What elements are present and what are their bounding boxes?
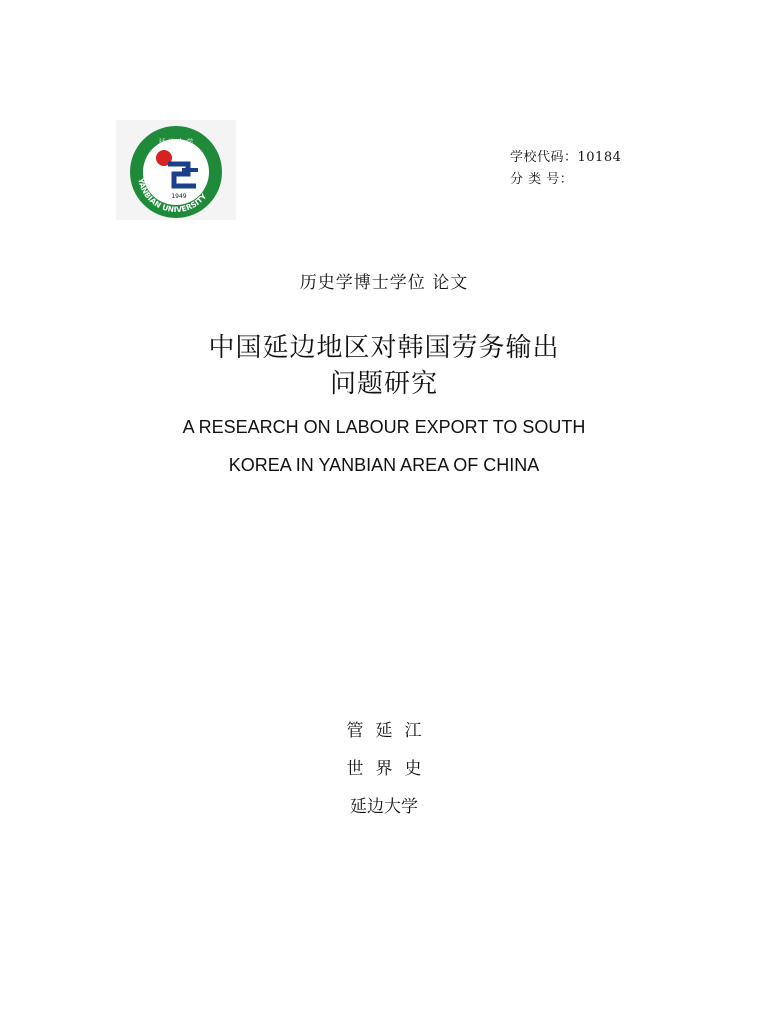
university-emblem-icon <box>126 124 226 220</box>
author-name: 管延江 <box>346 721 434 741</box>
title-en-line-1: A RESEARCH ON LABOUR EXPORT TO SOUTH <box>182 417 586 437</box>
thesis-title-english <box>0 408 768 484</box>
thesis-title-chinese <box>0 330 768 402</box>
author-block <box>0 712 768 826</box>
title-cn-line-1: 中国延边地区对韩国劳务输出 <box>208 333 560 363</box>
major: 世界史 <box>346 759 434 779</box>
logo-year: 1949 <box>171 193 187 200</box>
degree-line: 历史学博士学位 论文 <box>299 273 469 293</box>
title-en-line-2: KOREA IN YANBIAN AREA OF CHINA <box>228 455 540 475</box>
school-code-row <box>510 147 621 169</box>
school-info <box>510 147 621 191</box>
classification-row <box>510 169 621 191</box>
university-name: 延边大学 <box>350 797 418 817</box>
university-logo <box>116 120 236 220</box>
school-code-value: 10184 <box>577 150 622 165</box>
classification-label: 分 类 号： <box>510 172 574 187</box>
logo-top-text: 延 边 大 学 <box>158 138 194 146</box>
logo-ring-text: YANBIAN UNIVERSITY <box>136 177 209 215</box>
title-cn-line-2: 问题研究 <box>329 369 438 399</box>
school-code-label: 学校代码： <box>510 150 578 165</box>
